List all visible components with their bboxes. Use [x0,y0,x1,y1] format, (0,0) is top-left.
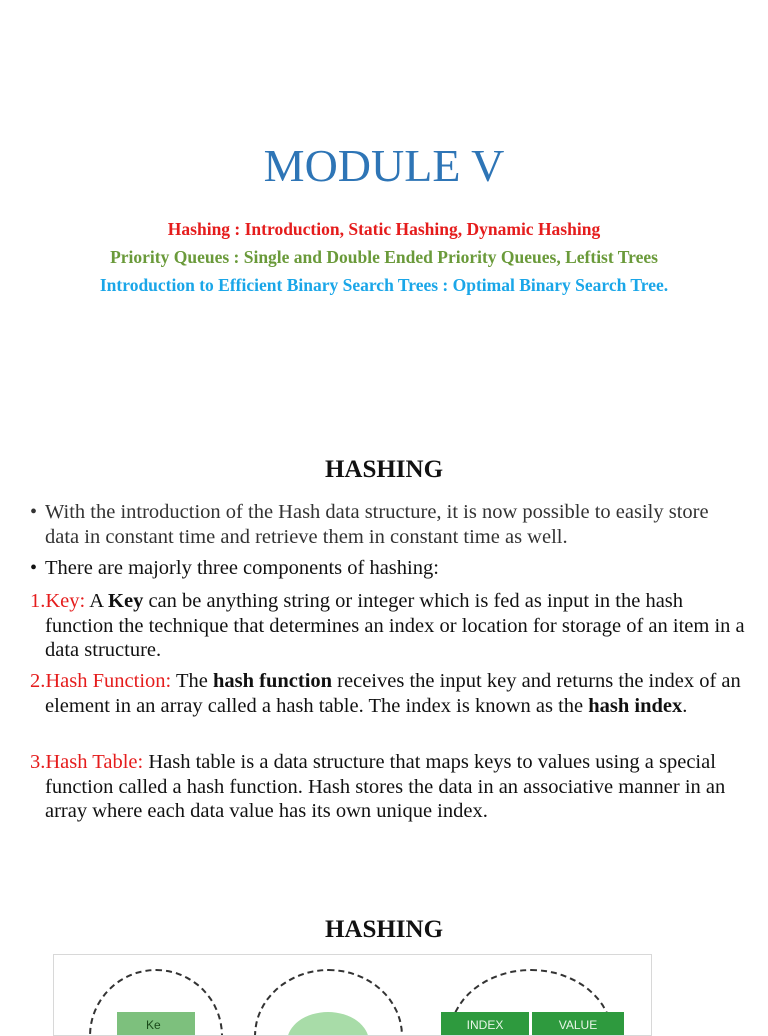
section-heading: HASHING [324,916,444,943]
component-term-2: hash index [588,694,683,717]
component-label: 1.Key: [30,590,86,612]
index-header: INDEX [441,1012,529,1036]
value-header: VALUE [532,1012,624,1036]
section-heading: HASHING [324,456,444,483]
bullet-item [30,556,738,581]
key-label: Ke [146,1018,161,1032]
slide-hashing-intro [0,430,768,900]
component-term: Key [108,590,144,612]
topic-hashing: Hashing : Introduction, Static Hashing, Dynamic Hashing [167,219,601,239]
component-label: 3.Hash Table: [30,751,144,773]
component-pre: The [171,670,213,692]
component-text: receives the input key and returns the index of an element in an array called a hash table. The index is known as the [45,670,741,717]
component-term: hash function [212,670,333,692]
module-title: MODULE V [263,140,505,191]
component-end: . [682,694,688,717]
topic-bst: Introduction to Efficient Binary Search Trees : Optimal Binary Search Tree. [99,275,669,295]
component-hash-table [30,750,753,824]
bullet-icon: • [30,501,38,523]
bullet-text: With the introduction of the Hash data structure, it is now possible to easily store data in constant time and retrieve them in constant time as well. [45,501,709,548]
topic-priority-queues: Priority Queues : Single and Double Ended Priority Queues, Leftist Trees [110,247,658,267]
slide-title [0,0,768,430]
component-text: can be anything string or integer which is fed as input in the hash function the technique that determines an index or location for storage of an item in a data structure. [45,590,745,661]
slide-hashing-diagram [0,900,768,1032]
component-text: Hash table is a data structure that maps keys to values using a special function called a hash function. Hash stores the data in an associative manner in an array where each data value has its own unique index. [45,751,726,822]
component-hash-function [30,669,753,718]
bullet-text: There are majorly three components of hashing: [45,557,439,579]
component-pre: A [85,590,109,612]
component-label: 2.Hash Function: [30,670,172,692]
bullet-icon: • [30,557,38,579]
component-key [30,589,753,663]
bullet-item [30,500,738,549]
